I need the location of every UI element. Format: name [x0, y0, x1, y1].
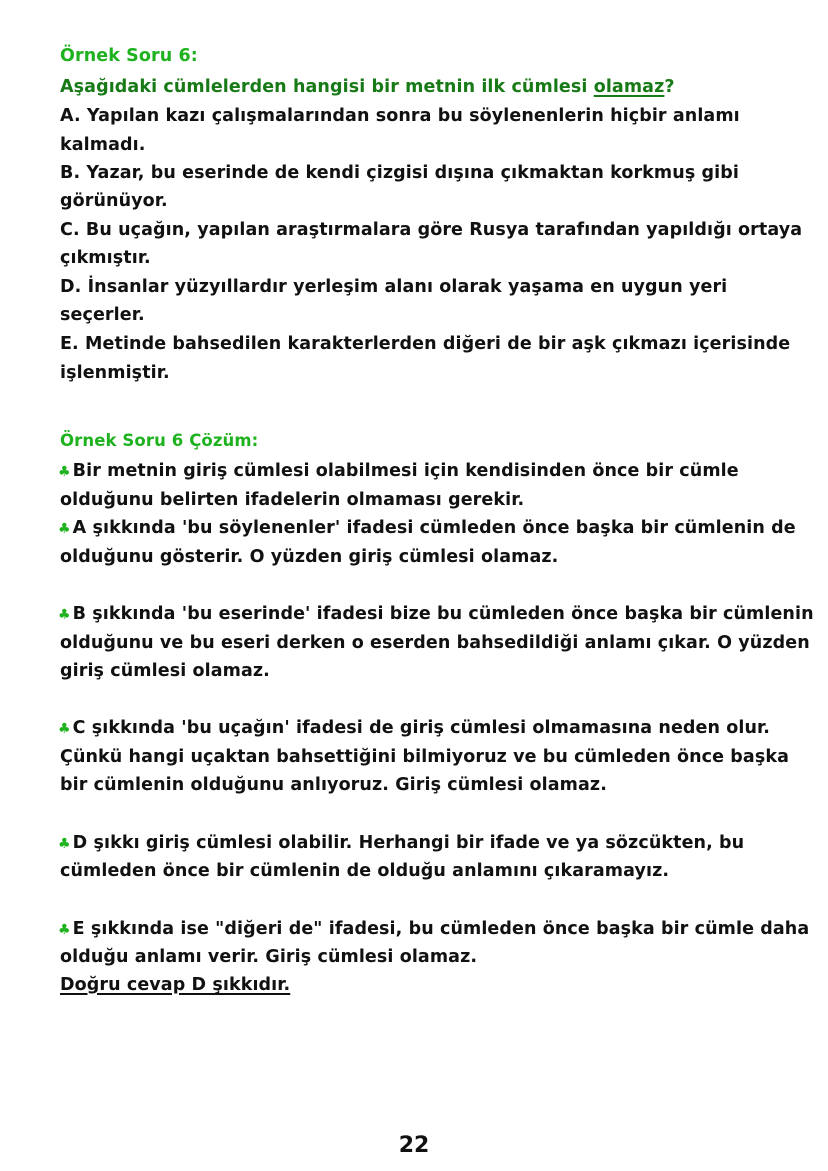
solution-text: Bir metnin giriş cümlesi olabilmesi için kendisinden önce bir cümle [72, 461, 739, 481]
solution-text: B şıkkında 'bu eserinde' ifadesi bize bu cümleden önce başka bir cümlenin [72, 604, 814, 624]
solution-text: A şıkkında 'bu söylenenler' ifadesi cümleden önce başka bir cümlenin de [72, 518, 796, 538]
option-b-line2: görünüyor. [60, 191, 168, 211]
solution-paragraph-1 [58, 460, 739, 483]
prompt-mark: ? [664, 77, 675, 97]
solution-paragraph-5 [58, 832, 744, 855]
solution-title: Örnek Soru 6 Çözüm: [60, 431, 259, 450]
option-d-line1: D. İnsanlar yüzyıllardır yerleşim alanı olarak yaşama en uygun yeri [60, 277, 728, 297]
clover-icon: ♣ [58, 836, 71, 852]
clover-icon: ♣ [58, 464, 71, 480]
option-c-line1: C. Bu uçağın, yapılan araştırmalara göre Rusya tarafından yapıldığı ortaya [60, 220, 803, 240]
solution-paragraph-3 [58, 603, 814, 626]
clover-icon: ♣ [58, 521, 71, 537]
option-b-line1: B. Yazar, bu eserinde de kendi çizgisi dışına çıkmaktan korkmuş gibi [60, 163, 739, 183]
option-e-line2: işlenmiştir. [60, 363, 170, 383]
prompt-text: Aşağıdaki cümlelerden hangisi bir metnin ilk cümlesi [60, 77, 594, 97]
solution-text: D şıkkı giriş cümlesi olabilir. Herhangi bir ifade ve ya sözcükten, bu [72, 833, 745, 853]
solution-paragraph-3-line2: olduğunu ve bu eseri derken o eserden bahsedildiği anlamı çıkar. O yüzden [60, 633, 810, 653]
solution-text: C şıkkında 'bu uçağın' ifadesi de giriş cümlesi olmamasına neden olur. [72, 718, 771, 738]
clover-icon: ♣ [58, 607, 71, 623]
question-prompt [60, 76, 675, 98]
solution-paragraph-2 [58, 517, 796, 540]
page-number: 22 [398, 1133, 430, 1158]
clover-icon: ♣ [58, 721, 71, 737]
solution-paragraph-3-line3: giriş cümlesi olamaz. [60, 661, 270, 681]
solution-paragraph-1-line2: olduğunu belirten ifadelerin olmaması gerekir. [60, 490, 525, 510]
solution-paragraph-2-line2: olduğunu gösterir. O yüzden giriş cümlesi olamaz. [60, 547, 559, 567]
question-title: Örnek Soru 6: [60, 46, 198, 66]
option-d-line2: seçerler. [60, 305, 145, 325]
answer-line: Doğru cevap D şıkkıdır. [60, 975, 291, 995]
solution-paragraph-4-line3: bir cümlenin olduğunu anlıyoruz. Giriş cümlesi olamaz. [60, 775, 607, 795]
solution-paragraph-4-line2: Çünkü hangi uçaktan bahsettiğini bilmiyoruz ve bu cümleden önce başka [60, 747, 789, 767]
prompt-emphasis: olamaz [593, 77, 665, 97]
option-c-line2: çıkmıştır. [60, 248, 151, 268]
option-e-line1: E. Metinde bahsedilen karakterlerden diğeri de bir aşk çıkmazı içerisinde [60, 334, 791, 354]
solution-paragraph-4 [58, 717, 770, 740]
clover-icon: ♣ [58, 922, 71, 938]
solution-paragraph-6 [58, 918, 809, 941]
solution-paragraph-6-line2: olduğu anlamı verir. Giriş cümlesi olamaz. [60, 947, 478, 967]
solution-paragraph-5-line2: cümleden önce bir cümlenin de olduğu anlamını çıkaramayız. [60, 861, 670, 881]
solution-text: E şıkkında ise "diğeri de" ifadesi, bu cümleden önce başka bir cümle daha [72, 919, 810, 939]
option-a-line1: A. Yapılan kazı çalışmalarından sonra bu söylenenlerin hiçbir anlamı [60, 106, 740, 126]
option-a-line2: kalmadı. [60, 135, 146, 155]
